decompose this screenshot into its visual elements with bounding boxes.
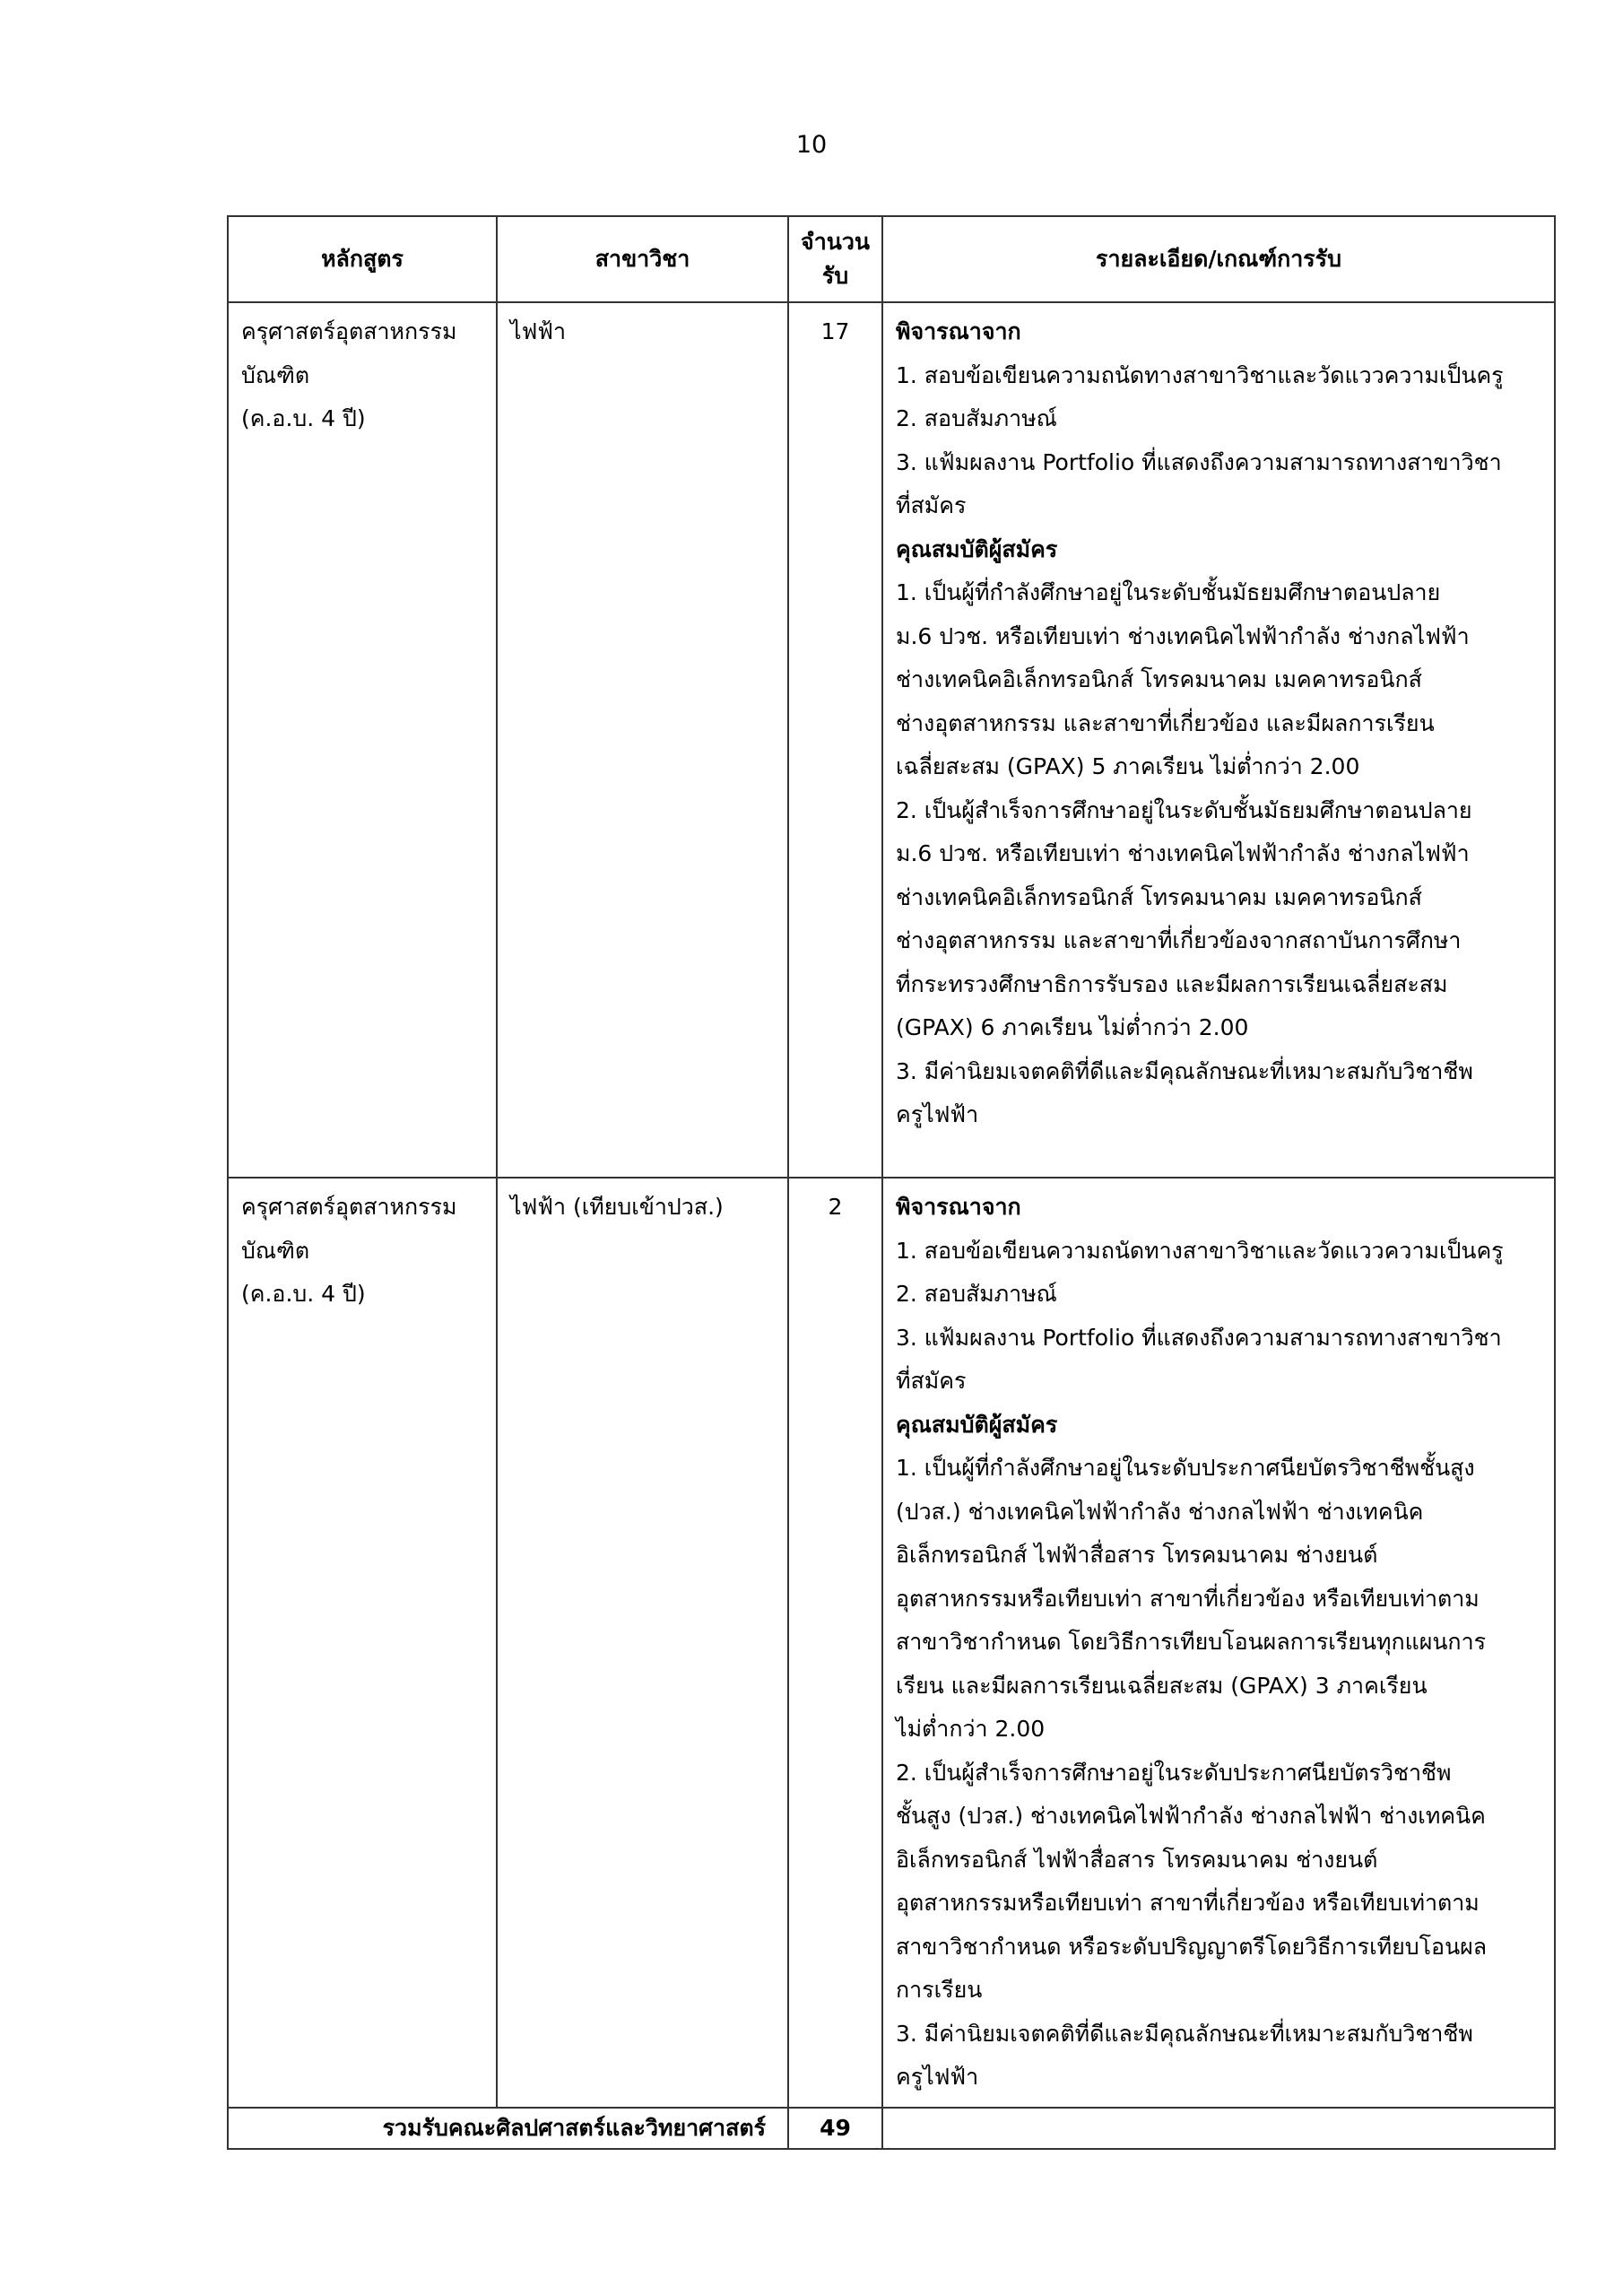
count-cell: 17: [788, 302, 882, 1178]
header-count: [788, 216, 882, 302]
total-value: 49: [788, 2108, 882, 2149]
course-cell: [228, 1178, 497, 2108]
details-line: ที่กระทรวงศึกษาธิการรับรอง และมีผลการเรียนเฉลี่ยสะสม: [896, 970, 1448, 997]
details-line: 3. แฟ้มผลงาน Portfolio ที่แสดงถึงความสามารถทางสาขาวิชา: [896, 1324, 1502, 1351]
details-line: อิเล็กทรอนิกส์ ไฟฟ้าสื่อสาร โทรคมนาคม ช่างยนต์: [896, 1542, 1378, 1568]
header-count-line2: รับ: [821, 263, 849, 289]
details-line: ช่างเทคนิคอิเล็กทรอนิกส์ โทรคมนาคม เมคคาทรอนิกส์: [896, 666, 1422, 692]
header-major: สาขาวิชา: [497, 216, 788, 302]
details-line: 2. เป็นผู้สำเร็จการศึกษาอยู่ในระดับประกาศนียบัตรวิชาชีพ: [896, 1759, 1452, 1786]
details-line: 1. สอบข้อเขียนความถนัดทางสาขาวิชาและวัดแววความเป็นครู: [896, 1237, 1504, 1264]
details-line: เรียน และมีผลการเรียนเฉลี่ยสะสม (GPAX) 3 ภาคเรียน: [896, 1672, 1428, 1699]
course-cell: [228, 302, 497, 1178]
major-cell: ไฟฟ้า (เทียบเข้าปวส.): [497, 1178, 788, 2108]
course-line: บัณฑิต: [241, 1237, 310, 1264]
details-heading: พิจารณาจาก: [896, 1194, 1021, 1220]
details-line: ช่างอุตสาหกรรม และสาขาที่เกี่ยวข้องจากสถาบันการศึกษา: [896, 927, 1462, 953]
details-line: อุตสาหกรรมหรือเทียบเท่า สาขาที่เกี่ยวข้อง หรือเทียบเท่าตาม: [896, 1585, 1480, 1612]
details-line: สาขาวิชากำหนด หรือระดับปริญญาตรีโดยวิธีการเทียบโอนผล: [896, 1933, 1488, 1960]
details-line: ช่างอุตสาหกรรม และสาขาที่เกี่ยวข้อง และมีผลการเรียน: [896, 709, 1435, 736]
details-line: 2. เป็นผู้สำเร็จการศึกษาอยู่ในระดับชั้นมัธยมศึกษาตอนปลาย: [896, 796, 1472, 823]
table-body: [228, 302, 1555, 2149]
course-line: ครุศาสตร์อุตสาหกรรม: [241, 1194, 457, 1220]
details-cell: [882, 302, 1555, 1178]
details-line: 3. แฟ้มผลงาน Portfolio ที่แสดงถึงความสามารถทางสาขาวิชา: [896, 448, 1502, 475]
total-empty-cell: [882, 2108, 1555, 2149]
major-cell: ไฟฟ้า: [497, 302, 788, 1178]
details-heading: คุณสมบัติผู้สมัคร: [896, 1411, 1058, 1438]
details-heading: พิจารณาจาก: [896, 318, 1021, 344]
details-line: ครูไฟฟ้า: [896, 1101, 979, 1127]
details-line: 1. เป็นผู้ที่กำลังศึกษาอยู่ในระดับชั้นมัธยมศึกษาตอนปลาย: [896, 579, 1441, 605]
details-line: ครูไฟฟ้า: [896, 2064, 979, 2090]
total-label: รวมรับคณะศิลปศาสตร์และวิทยาศาสตร์: [228, 2108, 788, 2149]
details-line: 2. สอบสัมภาษณ์: [896, 1281, 1057, 1307]
details-line: ช่างเทคนิคอิเล็กทรอนิกส์ โทรคมนาคม เมคคาทรอนิกส์: [896, 883, 1422, 910]
details-line: ชั้นสูง (ปวส.) ช่างเทคนิคไฟฟ้ากำลัง ช่างกลไฟฟ้า ช่างเทคนิค: [896, 1803, 1486, 1829]
total-row: [228, 2108, 1555, 2149]
course-line: บัณฑิต: [241, 361, 310, 388]
count-cell: 2: [788, 1178, 882, 2108]
details-line: ที่สมัคร: [896, 1368, 967, 1394]
details-line: ไม่ต่ำกว่า 2.00: [896, 1716, 1046, 1742]
details-line: การเรียน: [896, 1977, 983, 2003]
details-line: (GPAX) 6 ภาคเรียน ไม่ต่ำกว่า 2.00: [896, 1014, 1249, 1040]
course-line: (ค.อ.บ. 4 ปี): [241, 405, 366, 431]
details-line: ม.6 ปวช. หรือเทียบเท่า ช่างเทคนิคไฟฟ้ากำลัง ช่างกลไฟฟ้า: [896, 840, 1470, 866]
details-line: 3. มีค่านิยมเจตคติที่ดีและมีคุณลักษณะที่เหมาะสมกับวิชาชีพ: [896, 2020, 1473, 2047]
details-line: 1. สอบข้อเขียนความถนัดทางสาขาวิชาและวัดแววความเป็นครู: [896, 361, 1504, 388]
admissions-table: [227, 215, 1556, 2150]
details-cell: [882, 1178, 1555, 2108]
header-details: รายละเอียด/เกณฑ์การรับ: [882, 216, 1555, 302]
course-line: (ค.อ.บ. 4 ปี): [241, 1281, 366, 1307]
details-line: (ปวส.) ช่างเทคนิคไฟฟ้ากำลัง ช่างกลไฟฟ้า ช่างเทคนิค: [896, 1498, 1424, 1525]
details-line: 2. สอบสัมภาษณ์: [896, 405, 1057, 431]
course-line: ครุศาสตร์อุตสาหกรรม: [241, 318, 457, 344]
details-line: 1. เป็นผู้ที่กำลังศึกษาอยู่ในระดับประกาศนียบัตรวิชาชีพชั้นสูง: [896, 1455, 1475, 1481]
page-number: 10: [795, 131, 828, 159]
table-row: [228, 302, 1555, 1178]
details-line: 3. มีค่านิยมเจตคติที่ดีและมีคุณลักษณะที่เหมาะสมกับวิชาชีพ: [896, 1057, 1473, 1084]
details-line: ที่สมัคร: [896, 492, 967, 518]
table-header-row: [228, 216, 1555, 302]
details-heading: คุณสมบัติผู้สมัคร: [896, 535, 1058, 562]
details-line: เฉลี่ยสะสม (GPAX) 5 ภาคเรียน ไม่ต่ำกว่า 2.00: [896, 753, 1360, 779]
table-row: [228, 1178, 1555, 2108]
details-line: สาขาวิชากำหนด โดยวิธีการเทียบโอนผลการเรียนทุกแผนการ: [896, 1629, 1487, 1655]
header-count-line1: จำนวน: [801, 229, 870, 255]
details-line: อิเล็กทรอนิกส์ ไฟฟ้าสื่อสาร โทรคมนาคม ช่างยนต์: [896, 1846, 1378, 1873]
details-line: อุตสาหกรรมหรือเทียบเท่า สาขาที่เกี่ยวข้อง หรือเทียบเท่าตาม: [896, 1890, 1480, 1916]
header-course: หลักสูตร: [228, 216, 497, 302]
details-line: ม.6 ปวช. หรือเทียบเท่า ช่างเทคนิคไฟฟ้ากำลัง ช่างกลไฟฟ้า: [896, 622, 1470, 649]
